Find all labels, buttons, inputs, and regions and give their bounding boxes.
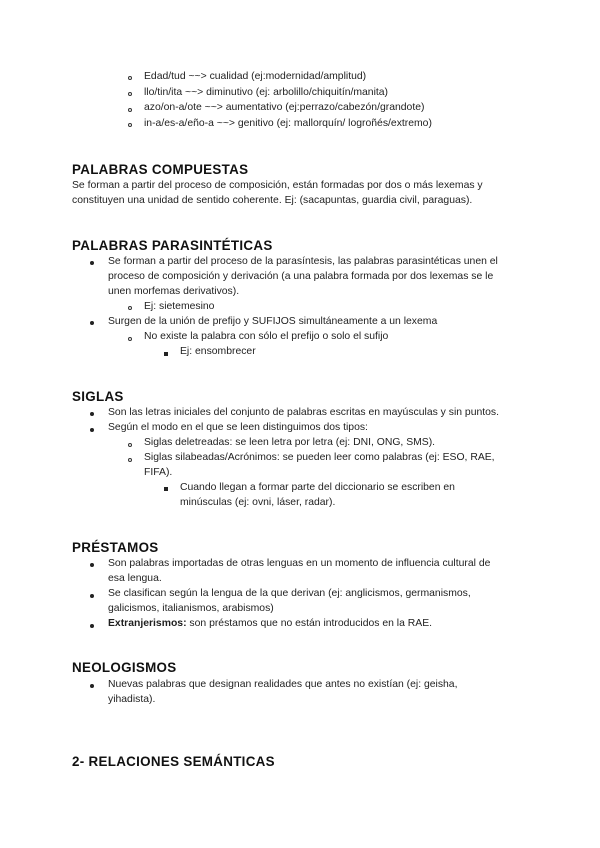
circle-bullet-icon — [128, 123, 132, 127]
circle-bullet-icon — [128, 458, 132, 462]
section-heading-compuestas: PALABRAS COMPUESTAS — [72, 162, 249, 177]
list-item-line: Se forman a partir del proceso de la parasíntesis, las palabras parasintéticas unen el — [108, 256, 498, 267]
circle-bullet-icon — [128, 306, 132, 310]
square-bullet-icon — [164, 352, 168, 356]
list-item: in-a/es-a/eño-a ~~> genitivo (ej: mallorquín/ logroñés/extremo) — [144, 118, 432, 129]
paragraph-line: constituyen una unidad de sentido coherente. Ej: (sacapuntas, guardia civil, paraguas). — [72, 195, 473, 206]
bullet-icon — [90, 261, 94, 265]
list-item-line: Son palabras importadas de otras lenguas en un momento de influencia cultural de — [108, 558, 491, 569]
list-item: llo/tin/ita ~~> diminutivo (ej: arbolillo/chiquitín/manita) — [144, 87, 389, 98]
bullet-icon — [90, 563, 94, 567]
list-item: Son las letras iniciales del conjunto de palabras escritas en mayúsculas y sin puntos. — [108, 407, 500, 418]
square-bullet-icon — [164, 487, 168, 491]
list-item-line: Nuevas palabras que designan realidades que antes no existían (ej: geisha, — [108, 679, 458, 690]
list-item: No existe la palabra con sólo el prefijo o solo el sufijo — [144, 331, 389, 342]
list-item: Surgen de la unión de prefijo y SUFIJOS simultáneamente a un lexema — [108, 316, 438, 327]
bullet-icon — [90, 684, 94, 688]
list-item: Según el modo en el que se leen distinguimos dos tipos: — [108, 422, 368, 433]
list-item: Edad/tud ~~> cualidad (ej:modernidad/amplitud) — [144, 71, 367, 82]
section-heading-parasinteticas: PALABRAS PARASINTÉTICAS — [72, 238, 273, 253]
circle-bullet-icon — [128, 108, 132, 112]
section-heading-relaciones: 2- RELACIONES SEMÁNTICAS — [72, 754, 275, 769]
list-item: azo/on-a/ote ~~> aumentativo (ej:perrazo/cabezón/grandote) — [144, 102, 425, 113]
list-item — [108, 617, 432, 632]
bullet-icon — [90, 594, 94, 598]
list-item: Ej: ensombrecer — [180, 346, 256, 357]
section-heading-neologismos: NEOLOGISMOS — [72, 660, 177, 675]
list-item-line: galicismos, italianismos, arabismos) — [108, 603, 274, 614]
list-item-line: Cuando llegan a formar parte del diccionario se escriben en — [180, 482, 455, 493]
circle-bullet-icon — [128, 76, 132, 80]
list-item-line: unen morfemas derivativos). — [108, 286, 240, 297]
bullet-icon — [90, 321, 94, 325]
section-heading-siglas: SIGLAS — [72, 389, 124, 404]
circle-bullet-icon — [128, 337, 132, 341]
bullet-icon — [90, 412, 94, 416]
list-item-line: yihadista). — [108, 694, 156, 705]
circle-bullet-icon — [128, 92, 132, 96]
bullet-icon — [90, 624, 94, 628]
bullet-icon — [90, 428, 94, 432]
list-item: Siglas deletreadas: se leen letra por letra (ej: DNI, ONG, SMS). — [144, 437, 436, 448]
extranjerismos-definition: son préstamos que no están introducidos en la RAE. — [186, 618, 433, 629]
list-item-line: esa lengua. — [108, 573, 162, 584]
extranjerismos-term: Extranjerismos: — [108, 618, 187, 629]
section-heading-prestamos: PRÉSTAMOS — [72, 540, 159, 555]
circle-bullet-icon — [128, 443, 132, 447]
paragraph-line: Se forman a partir del proceso de composición, están formadas por dos o más lexemas y — [72, 180, 483, 191]
list-item-line: Siglas silabeadas/Acrónimos: se pueden leer como palabras (ej: ESO, RAE, — [144, 452, 495, 463]
list-item: Ej: sietemesino — [144, 301, 215, 312]
list-item-line: minúsculas (ej: ovni, láser, radar). — [180, 497, 336, 508]
list-item-line: proceso de composición y derivación (a una palabra formada por dos lexemas se le — [108, 271, 494, 282]
list-item-line: FIFA). — [144, 467, 173, 478]
list-item-line: Se clasifican según la lengua de la que derivan (ej: anglicismos, germanismos, — [108, 588, 471, 599]
